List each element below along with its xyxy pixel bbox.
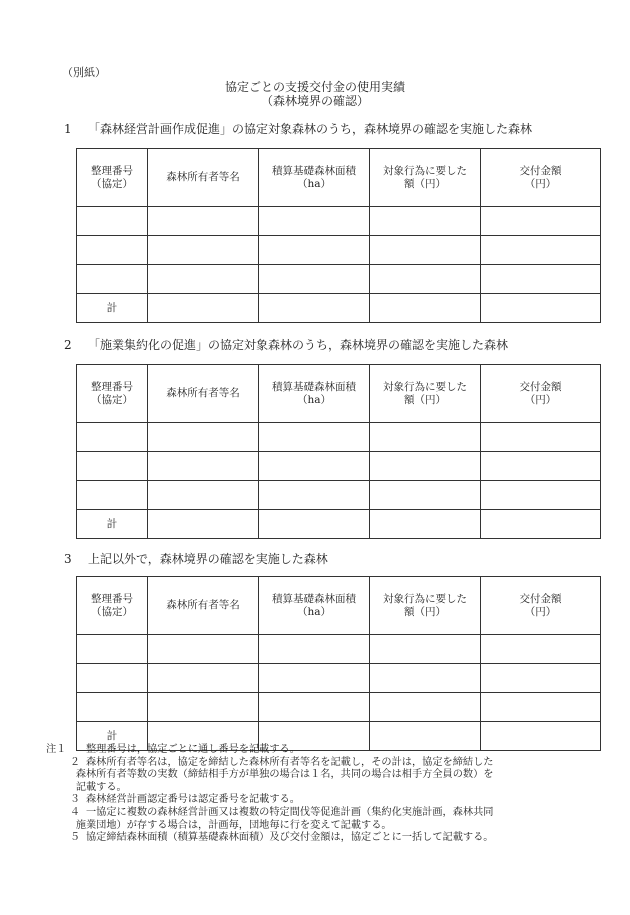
header-cell-grant: 交付金額 （円）	[481, 365, 601, 423]
blank-cell[interactable]	[481, 510, 601, 539]
blank-cell[interactable]	[259, 265, 370, 294]
blank-cell[interactable]	[370, 236, 481, 265]
section-text: 「森林経営計画作成促進」の協定対象森林のうち，森林境界の確認を実施した森林	[88, 122, 533, 136]
blank-cell[interactable]	[481, 207, 601, 236]
header-cell-area: 積算基礎森林面積 （ha）	[259, 149, 370, 207]
note-line: 森林経営計画認定番号は認定番号を記載する。	[86, 794, 300, 806]
blank-cell[interactable]	[481, 481, 601, 510]
blank-cell[interactable]	[259, 635, 370, 664]
header-cell-grant: 交付金額 （円）	[481, 577, 601, 635]
usage-table-3	[76, 576, 601, 751]
note-key: 注１	[46, 744, 67, 755]
header-cell-area: 積算基礎森林面積 （ha）	[259, 577, 370, 635]
blank-cell[interactable]	[370, 423, 481, 452]
header-cell-cost: 対象行為に要した 額（円）	[370, 577, 481, 635]
table-row	[77, 452, 601, 481]
header-cell-id: 整理番号 （協定）	[77, 365, 148, 423]
blank-cell[interactable]	[370, 664, 481, 693]
usage-table-1	[76, 148, 601, 323]
document-subtitle: （森林境界の確認）	[260, 94, 369, 108]
blank-cell[interactable]	[259, 510, 370, 539]
blank-cell[interactable]	[148, 693, 259, 722]
table-row	[77, 236, 601, 265]
document-title: 協定ごとの支援交付金の使用実績	[224, 80, 405, 94]
blank-cell[interactable]	[77, 693, 148, 722]
note-key: ４	[69, 806, 80, 818]
note-line: 森林所有者等名は，協定を締結した森林所有者等名を記載し，その計は，協定を締結した	[86, 756, 494, 768]
blank-cell[interactable]	[370, 207, 481, 236]
blank-cell[interactable]	[77, 423, 148, 452]
note-item	[46, 794, 586, 807]
note-key: ２	[69, 756, 80, 768]
header-cell-cost: 対象行為に要した 額（円）	[370, 149, 481, 207]
blank-cell[interactable]	[259, 664, 370, 693]
note-item	[46, 832, 586, 845]
blank-cell[interactable]	[148, 510, 259, 539]
blank-cell[interactable]	[259, 294, 370, 323]
blank-cell[interactable]	[148, 452, 259, 481]
notes-section	[46, 744, 586, 845]
attachment-label: （別紙）	[62, 66, 106, 79]
blank-cell[interactable]	[259, 693, 370, 722]
blank-cell[interactable]	[148, 294, 259, 323]
table-total-row	[77, 510, 601, 539]
blank-cell[interactable]	[370, 693, 481, 722]
blank-cell[interactable]	[370, 481, 481, 510]
blank-cell[interactable]	[77, 265, 148, 294]
total-label: 計	[77, 510, 148, 539]
note-line: 施業団地）が存する場合は，計画毎，団地毎に行を変えて記載する。	[75, 819, 392, 831]
header-cell-owner: 森林所有者等名	[148, 577, 259, 635]
table-header-row	[77, 577, 601, 635]
blank-cell[interactable]	[148, 635, 259, 664]
section-number: 2	[64, 338, 72, 352]
header-cell-id: 整理番号 （協定）	[77, 149, 148, 207]
blank-cell[interactable]	[259, 423, 370, 452]
blank-cell[interactable]	[481, 452, 601, 481]
section-number: 1	[64, 122, 72, 136]
table-row	[77, 481, 601, 510]
header-cell-cost: 対象行為に要した 額（円）	[370, 365, 481, 423]
blank-cell[interactable]	[481, 664, 601, 693]
blank-cell[interactable]	[148, 236, 259, 265]
table-row	[77, 265, 601, 294]
total-label: 計	[77, 722, 148, 751]
blank-cell[interactable]	[370, 452, 481, 481]
blank-cell[interactable]	[481, 265, 601, 294]
note-key: ５	[69, 832, 80, 844]
blank-cell[interactable]	[481, 423, 601, 452]
note-line: 整理番号は，協定ごとに通し番号を記載する。	[86, 744, 300, 755]
table-row	[77, 423, 601, 452]
note-item	[46, 807, 586, 832]
note-line: 記載する。	[75, 781, 127, 793]
blank-cell[interactable]	[481, 294, 601, 323]
header-cell-area: 積算基礎森林面積 （ha）	[259, 365, 370, 423]
section-1-heading	[64, 120, 532, 137]
blank-cell[interactable]	[259, 207, 370, 236]
blank-cell[interactable]	[259, 236, 370, 265]
header-cell-owner: 森林所有者等名	[148, 149, 259, 207]
blank-cell[interactable]	[370, 294, 481, 323]
table-header-row	[77, 149, 601, 207]
usage-table-2	[76, 364, 601, 539]
blank-cell[interactable]	[481, 635, 601, 664]
blank-cell[interactable]	[148, 423, 259, 452]
section-text: 上記以外で，森林境界の確認を実施した森林	[88, 552, 328, 566]
blank-cell[interactable]	[481, 236, 601, 265]
table-row	[77, 693, 601, 722]
header-cell-owner: 森林所有者等名	[148, 365, 259, 423]
note-line: 協定締結森林面積（積算基礎森林面積）及び交付金額は，協定ごとに一括して記載する。	[86, 832, 494, 844]
section-number: 3	[64, 552, 72, 566]
blank-cell[interactable]	[77, 664, 148, 693]
blank-cell[interactable]	[370, 265, 481, 294]
note-line: 森林所有者等数の実数（締結相手方が単独の場合は１名，共同の場合は相手方全員の数）を	[75, 769, 494, 781]
blank-cell[interactable]	[148, 481, 259, 510]
blank-cell[interactable]	[148, 207, 259, 236]
section-2-heading	[64, 336, 508, 353]
blank-cell[interactable]	[77, 207, 148, 236]
note-item	[46, 744, 586, 757]
blank-cell[interactable]	[77, 452, 148, 481]
blank-cell[interactable]	[148, 664, 259, 693]
table-row	[77, 635, 601, 664]
header-cell-id: 整理番号 （協定）	[77, 577, 148, 635]
table-total-row	[77, 294, 601, 323]
total-label: 計	[77, 294, 148, 323]
section-3-heading	[64, 550, 328, 567]
section-text: 「施業集約化の促進」の協定対象森林のうち，森林境界の確認を実施した森林	[88, 338, 509, 352]
header-cell-grant: 交付金額 （円）	[481, 149, 601, 207]
blank-cell[interactable]	[259, 452, 370, 481]
blank-cell[interactable]	[370, 635, 481, 664]
table-row	[77, 664, 601, 693]
blank-cell[interactable]	[77, 635, 148, 664]
table-header-row	[77, 365, 601, 423]
blank-cell[interactable]	[259, 481, 370, 510]
blank-cell[interactable]	[481, 693, 601, 722]
blank-cell[interactable]	[77, 236, 148, 265]
note-item	[46, 757, 586, 795]
blank-cell[interactable]	[370, 510, 481, 539]
blank-cell[interactable]	[77, 481, 148, 510]
blank-cell[interactable]	[148, 265, 259, 294]
table-row	[77, 207, 601, 236]
note-key: ３	[69, 794, 80, 806]
note-line: 一協定に複数の森林経営計画又は複数の特定間伐等促進計画（集約化実施計画，森林共同	[86, 806, 494, 818]
